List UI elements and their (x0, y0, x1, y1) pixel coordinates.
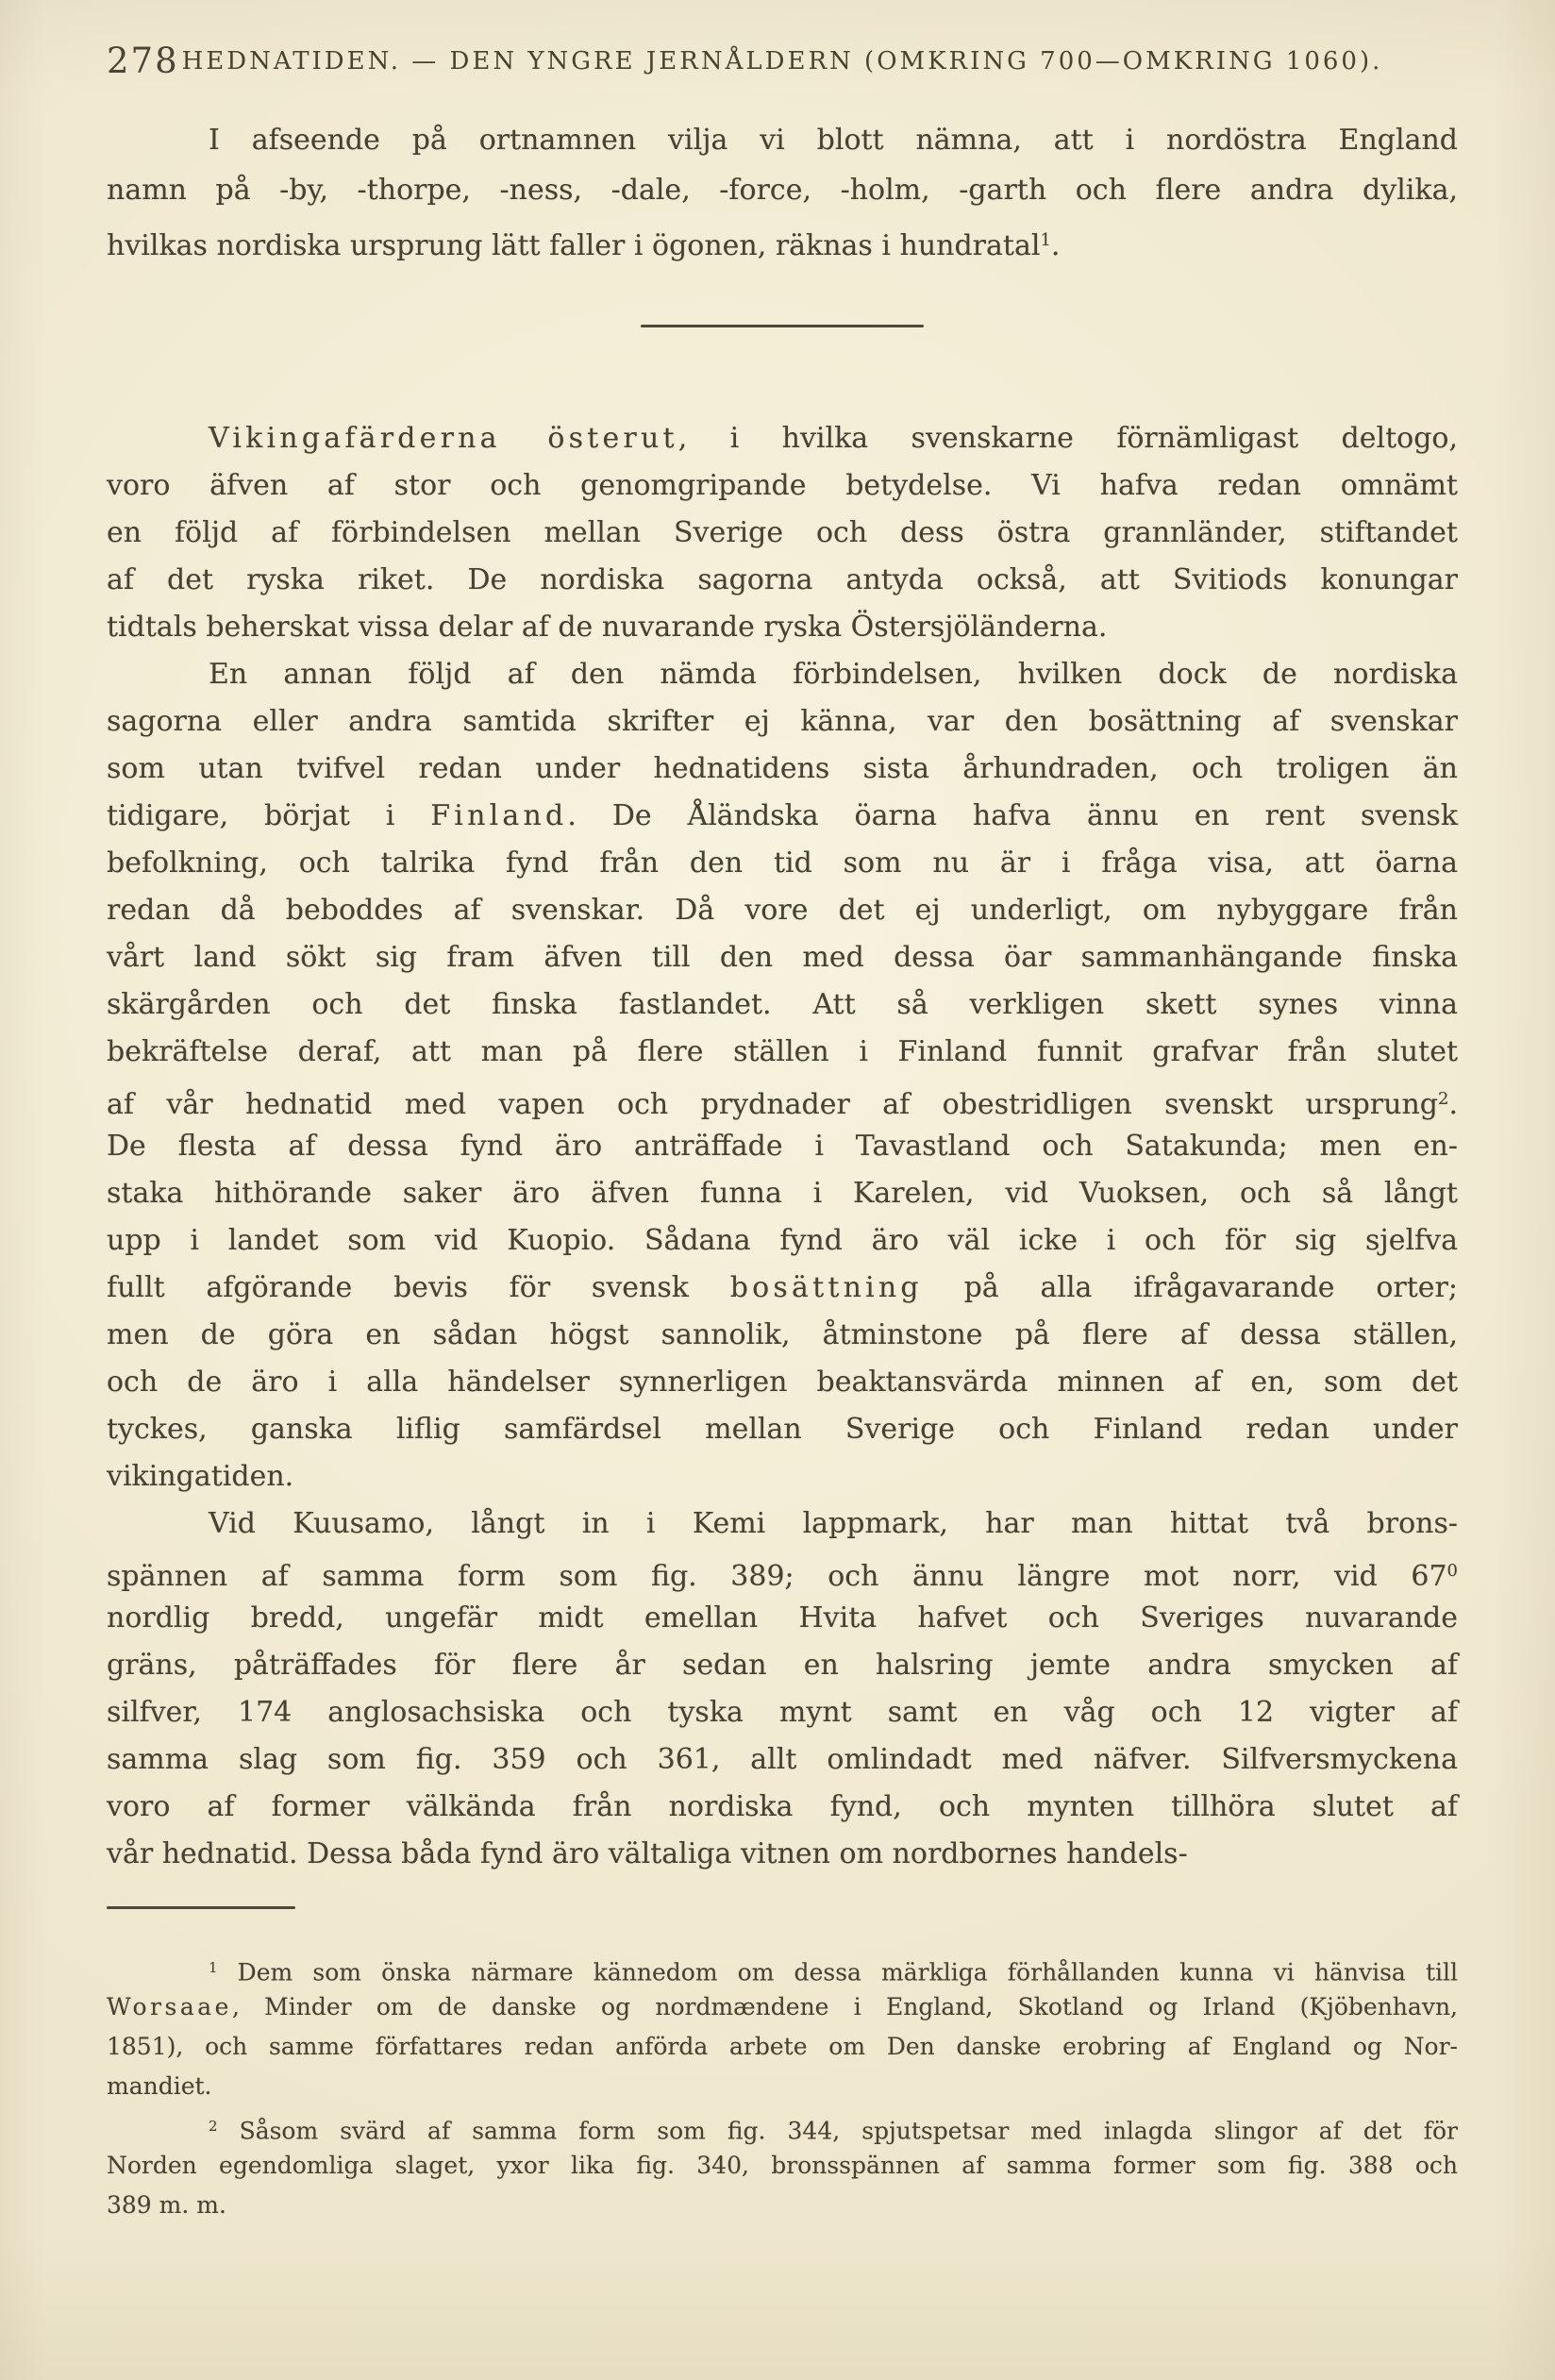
text-line: Worsaae, Minder om de danske og nordmændene i England, Skotland og Irland (Kjöbenhavn, (107, 1993, 1458, 2020)
text-line: vikingatiden. (107, 1460, 294, 1493)
text-line: af det ryska riket. De nordiska sagorna antyda också, att Svitiods konungar (107, 563, 1458, 596)
superscript-mark: 0 (1446, 1561, 1458, 1581)
text-line: som utan tvifvel redan under hednatidens sista århundraden, och troligen än (107, 752, 1458, 785)
letterspaced-text: Vikingafärderna österut (209, 422, 678, 455)
text-line: befolkning, och talrika fynd från den tid som nu är i fråga visa, att öarna (107, 846, 1458, 880)
footnote-1 (107, 1948, 1458, 2106)
text-line: samma slag som fig. 359 och 361, allt omlindadt med näfver. Silfversmyckena (107, 1743, 1458, 1776)
text-line: sagorna eller andra samtida skrifter ej känna, var den bosättning af svenskar (107, 705, 1458, 738)
running-title: HEDNATIDEN. — DEN YNGRE JERNÅLDERN (OMKRING 700—OMKRING 1060). (181, 47, 1383, 75)
text-line: nordlig bredd, ungefär midt emellan Hvita hafvet och Sveriges nuvarande (107, 1601, 1458, 1634)
text-line: Vikingafärderna österut, i hvilka svenskarne förnämligast deltogo, (209, 422, 1458, 455)
text-line: $^2$ Såsom svärd af samma form som fig. 344, spjutspetsar med inlagda slingor af det för (209, 2117, 1458, 2145)
text-line: upp i landet som vid Kuopio. Sådana fynd äro väl icke i och för sig sjelfva (107, 1224, 1458, 1257)
text-line: De flesta af dessa fynd äro anträffade i Tavastland och Satakunda; men en- (107, 1130, 1458, 1163)
paragraph-intro (107, 115, 1458, 265)
paragraph-kuusamo-finds (107, 1500, 1458, 1878)
text-line: och de äro i alla händelser synnerligen beaktansvärda minnen af en, som det (107, 1366, 1458, 1399)
text-line: vår hednatid. Dessa båda fynd äro vältaliga vitnen om nordbornes handels- (107, 1837, 1188, 1870)
superscript-mark: 1 (209, 1959, 218, 1976)
text-line: spännen af samma form som fig. 389; och ännu längre mot norr, vid $67^0$ (107, 1559, 1458, 1593)
letterspaced-text: bosättning (729, 1271, 923, 1304)
text-line: tidtals beherskat vissa delar af de nuvarande ryska Östersjöländerna. (107, 611, 1108, 644)
text-line: I afseende på ortnamnen vilja vi blott nämna, att i nordöstra England (209, 124, 1458, 157)
text-line: fullt afgörande bevis för svensk bosättning på alla ifrågavarande orter; (107, 1271, 1458, 1304)
text-line: En annan följd af den nämda förbindelsen, hvilken dock de nordiska (209, 658, 1458, 691)
text-line: hvilkas nordiska ursprung lätt faller i ögonen, räknas i hundratal$^1$. (107, 228, 1061, 262)
text-line: Vid Kuusamo, långt in i Kemi lappmark, har man hittat två brons- (209, 1507, 1458, 1540)
text-line: en följd af förbindelsen mellan Sverige och dess östra grannländer, stiftandet (107, 516, 1458, 549)
text-line: gräns, påträffades för flere år sedan en halsring jemte andra smycken af (107, 1649, 1458, 1682)
text-line: 389 m. m. (107, 2191, 226, 2219)
page-header (107, 40, 1458, 83)
footnote-2 (107, 2106, 1458, 2225)
text-line: $^1$ Dem som önska närmare kännedom om dessa märkliga förhållanden kunna vi hänvisa till (209, 1958, 1458, 1986)
text-line: mandiet. (107, 2072, 212, 2100)
text-line: tyckes, ganska liflig samfärdsel mellan Sverige och Finland redan under (107, 1413, 1458, 1446)
footnote-rule (107, 1906, 295, 1909)
text-line: Norden egendomliga slaget, yxor lika fig. 340, bronsspännen af samma former som fig. 388 och (107, 2152, 1458, 2179)
text-line: staka hithörande saker äro äfven funna i Karelen, vid Vuoksen, och så långt (107, 1177, 1458, 1210)
text-line: vårt land sökt sig fram äfven till den med dessa öar sammanhängande finska (107, 941, 1458, 974)
footnotes (107, 1948, 1458, 2225)
section-divider (641, 325, 924, 327)
text-line: men de göra en sådan högst sannolik, åtminstone på flere af dessa ställen, (107, 1318, 1458, 1351)
paragraph-viking-expeditions (107, 415, 1458, 651)
letterspaced-text: Worsaae (107, 1993, 232, 2020)
text-line: skärgården och det finska fastlandet. Att så verkligen skett synes vinna (107, 988, 1458, 1021)
text-line: af vår hednatid med vapen och prydnader af obestridligen svenskt ursprung$^2$. (107, 1087, 1458, 1121)
letterspaced-text: Finland (430, 799, 568, 832)
body-text (107, 415, 1458, 1878)
page-number: 278 (107, 41, 179, 81)
text-line: tidigare, börjat i Finland. De Åländska öarna hafva ännu en rent svensk (107, 799, 1458, 832)
paragraph-swedish-settlement (107, 651, 1458, 1500)
text-line: voro af former välkända från nordiska fynd, och mynten tillhöra slutet af (107, 1790, 1458, 1823)
superscript-mark: 1 (1040, 230, 1051, 250)
text-line: 1851), och samme författares redan anförda arbete om Den danske erobring af England og Nor- (107, 2033, 1458, 2060)
text-line: namn på -by, -thorpe, -ness, -dale, -force, -holm, -garth och flere andra dylika, (107, 174, 1458, 207)
text-line: voro äfven af stor och genomgripande betydelse. Vi hafva redan omnämt (107, 469, 1458, 502)
superscript-mark: 2 (209, 2118, 218, 2135)
text-line: silfver, 174 anglosachsiska och tyska mynt samt en våg och 12 vigter af (107, 1696, 1458, 1729)
superscript-mark: 2 (1438, 1089, 1449, 1109)
text-line: bekräftelse deraf, att man på flere ställen i Finland funnit grafvar från slutet (107, 1035, 1458, 1068)
text-line: redan då beboddes af svenskar. Då vore det ej underligt, om nybyggare från (107, 894, 1458, 927)
